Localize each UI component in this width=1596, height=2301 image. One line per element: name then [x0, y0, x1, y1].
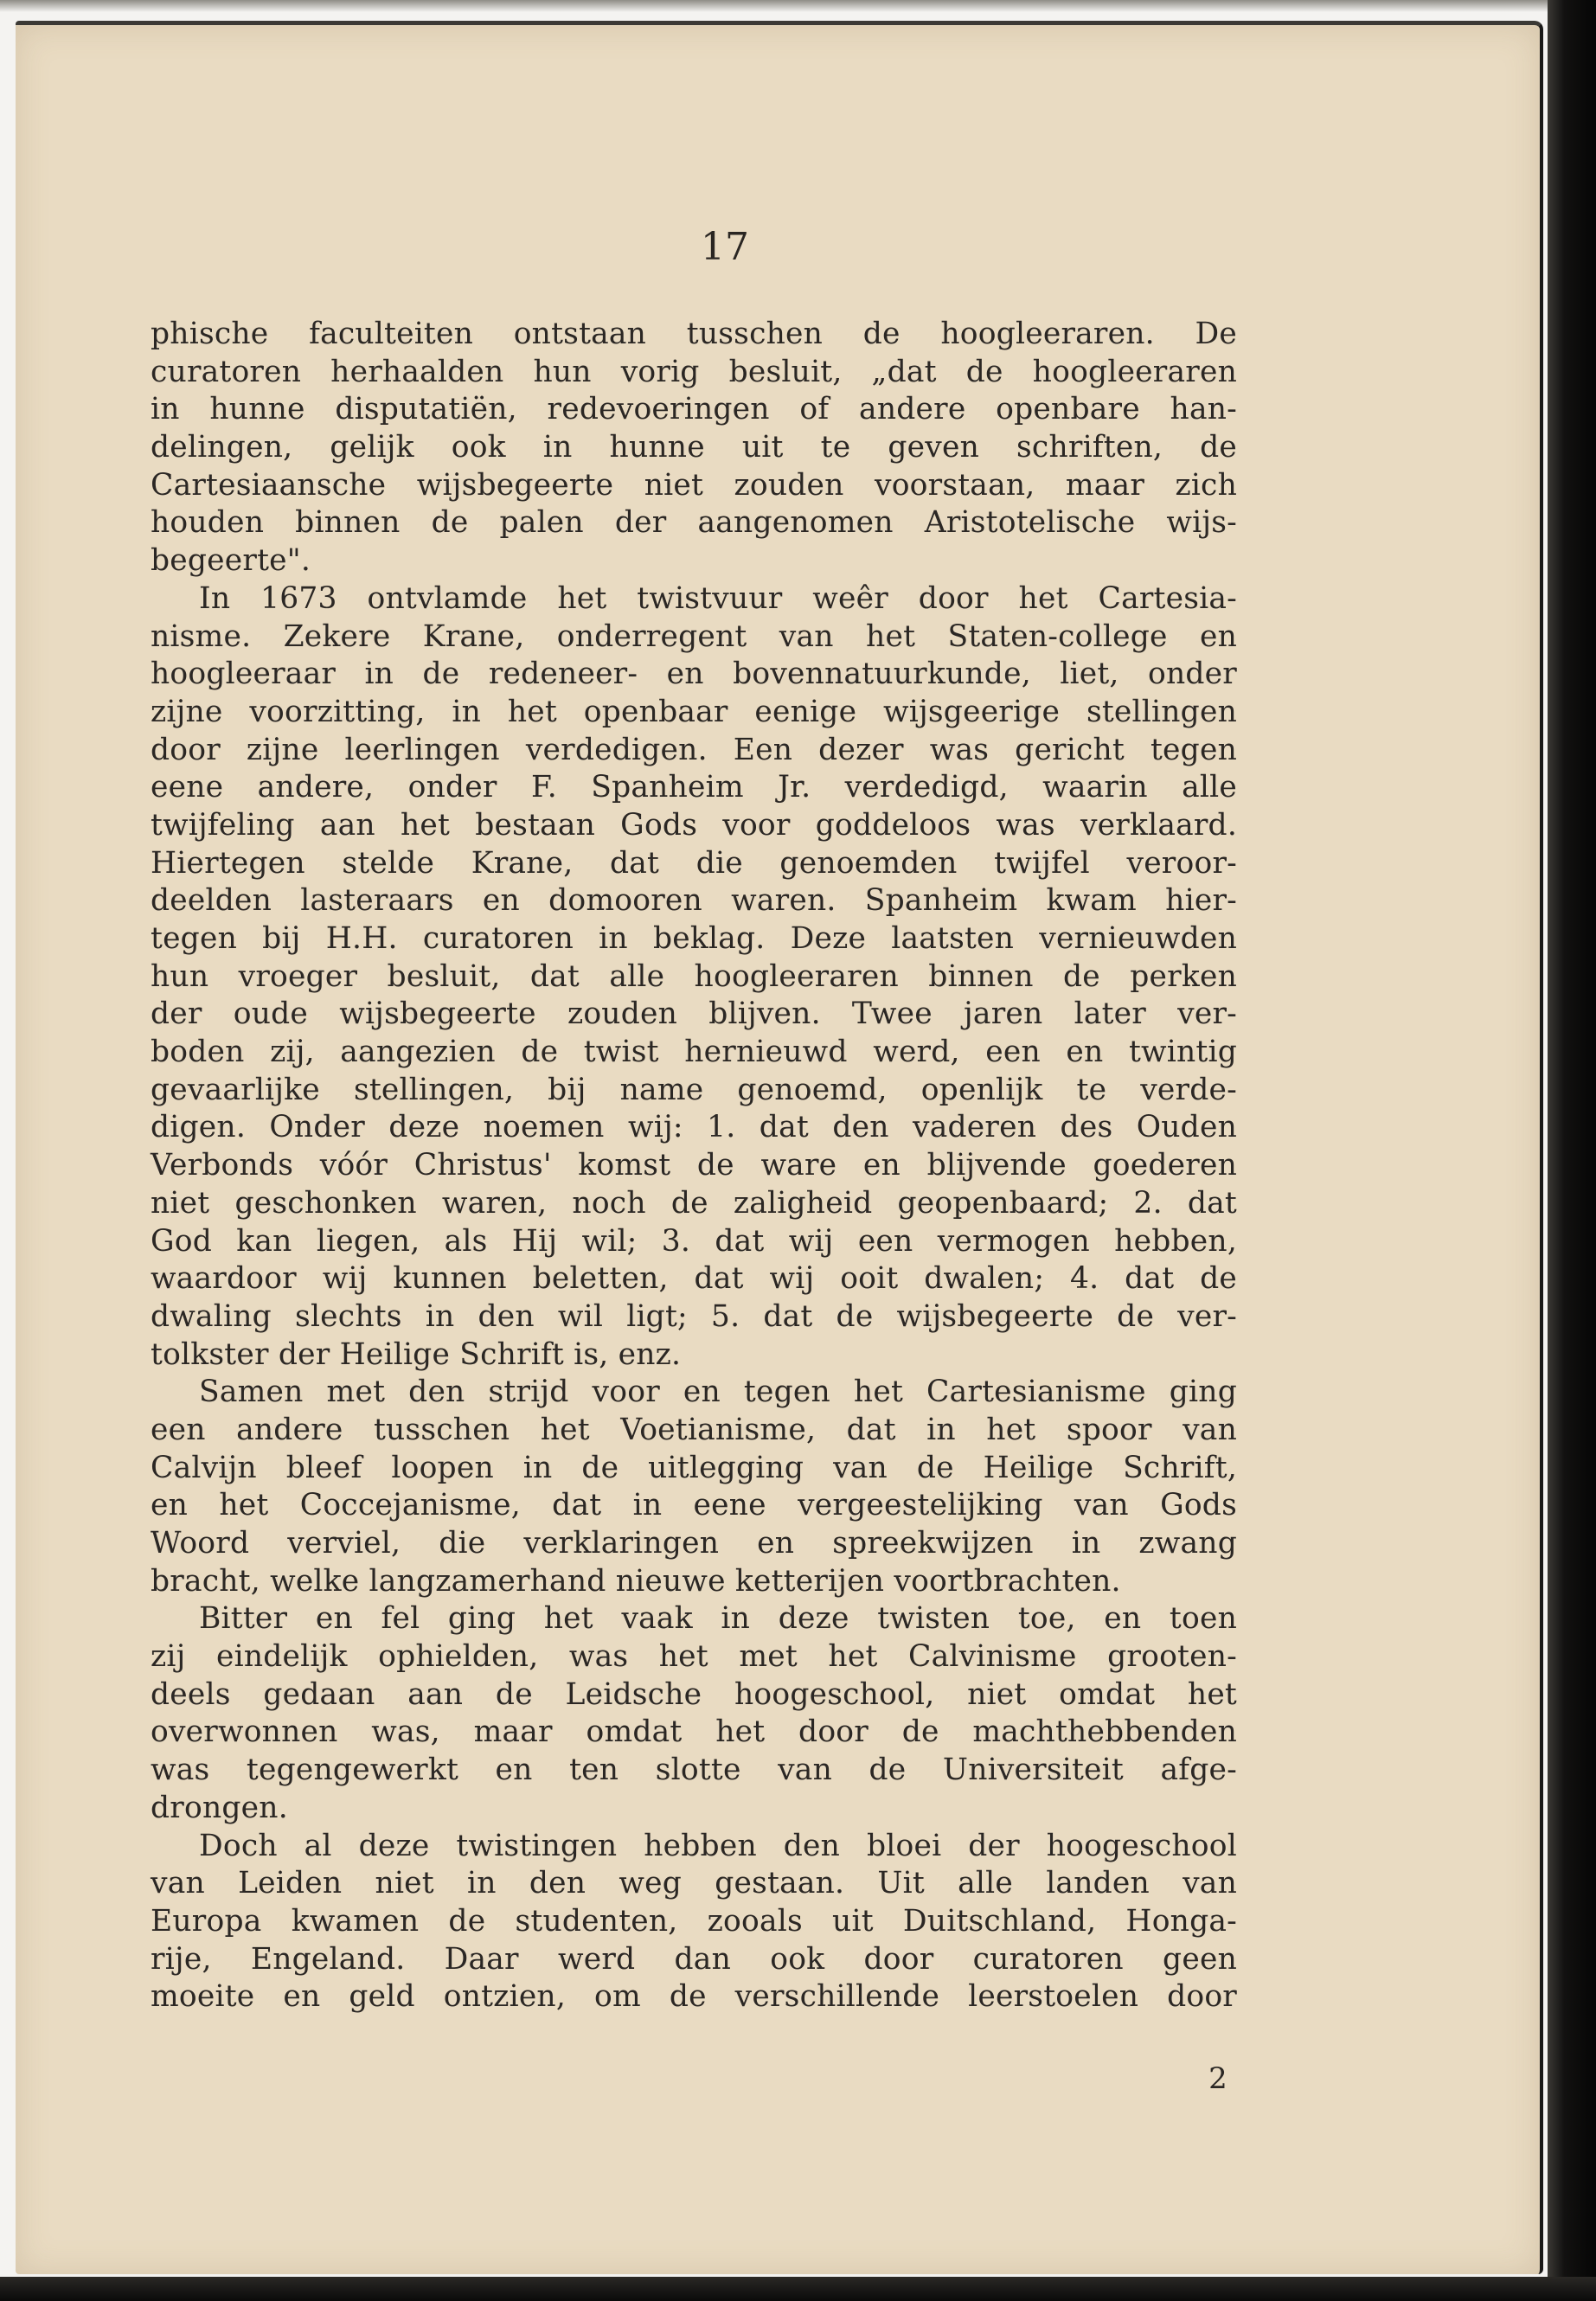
text-line: was tegengewerkt en ten slotte van de Universiteit afge-	[151, 1753, 1237, 1788]
text-line: zij eindelijk ophielden, was het met het Calvinisme grooten-	[151, 1639, 1237, 1675]
text-line: nisme. Zekere Krane, onderregent van het Staten-college en	[151, 619, 1237, 654]
text-line: houden binnen de palen der aangenomen Aristotelische wijs-	[151, 505, 1237, 541]
text-line: en het Coccejanisme, dat in eene vergeestelijking van Gods	[151, 1488, 1237, 1523]
scan-bottom-edge	[0, 2277, 1596, 2301]
text-line: Bitter en fel ging het vaak in deze twisten toe, en toen	[199, 1601, 1237, 1637]
text-line: tolkster der Heilige Schrift is, enz.	[151, 1336, 682, 1372]
signature-mark: 2	[1208, 2061, 1227, 2096]
text-line: Woord verviel, die verklaringen en spreekwijzen in zwang	[151, 1526, 1237, 1561]
text-line: Europa kwamen de studenten, zooals uit Duitschland, Honga-	[151, 1903, 1237, 1939]
text-line: hoogleeraar in de redeneer- en bovennatuurkunde, liet, onder	[151, 657, 1237, 692]
text-line: Cartesiaansche wijsbegeerte niet zouden voorstaan, maar zich	[151, 467, 1237, 503]
text-line: boden zij, aangezien de twist hernieuwd werd, een en twintig	[151, 1035, 1237, 1070]
text-line: eene andere, onder F. Spanheim Jr. verdedigd, waarin alle	[151, 770, 1237, 805]
text-line: door zijne leerlingen verdedigen. Een dezer was gericht tegen	[151, 732, 1237, 767]
text-line: gevaarlijke stellingen, bij name genoemd, openlijk te verde-	[151, 1072, 1237, 1107]
book-page	[16, 21, 1543, 2274]
text-line: begeerte".	[151, 543, 311, 579]
text-line: van Leiden niet in den weg gestaan. Uit alle landen van	[151, 1866, 1237, 1901]
scan-binding-edge	[1548, 0, 1596, 2301]
text-line: deelden lasteraars en domooren waren. Spanheim kwam hier-	[151, 883, 1237, 919]
text-line: twijfeling aan het bestaan Gods voor goddeloos was verklaard.	[151, 807, 1237, 843]
text-line: curatoren herhaalden hun vorig besluit, „dat de hoogleeraren	[151, 354, 1237, 389]
text-line: hun vroeger besluit, dat alle hoogleeraren binnen de perken	[151, 958, 1237, 994]
text-line: delingen, gelijk ook in hunne uit te geven schriften, de	[151, 430, 1237, 465]
text-line: moeite en geld ontzien, om de verschillende leerstoelen door	[151, 1979, 1237, 2015]
text-line: phische faculteiten ontstaan tusschen de hoogleeraren. De	[151, 317, 1237, 351]
text-line: Doch al deze twistingen hebben den bloei der hoogeschool	[199, 1828, 1237, 1863]
text-line: tegen bij H.H. curatoren in beklag. Deze laatsten vernieuwden	[151, 921, 1237, 956]
text-line: Samen met den strijd voor en tegen het Cartesianisme ging	[199, 1375, 1237, 1410]
text-line: zijne voorzitting, in het openbaar eenige wijsgeerige stellingen	[151, 694, 1237, 729]
body-text	[151, 316, 1237, 2016]
text-line: Verbonds vóór Christus' komst de ware en blijvende goederen	[151, 1148, 1237, 1183]
text-line: bracht, welke langzamerhand nieuwe ketterijen voortbrachten.	[151, 1563, 1121, 1599]
text-line: God kan liegen, als Hij wil; 3. dat wij een vermogen hebben,	[151, 1223, 1237, 1259]
text-line: In 1673 ontvlamde het twistvuur weêr door het Cartesia-	[199, 580, 1237, 616]
text-line: niet geschonken waren, noch de zaligheid geopenbaard; 2. dat	[151, 1185, 1237, 1221]
text-line: drongen.	[151, 1790, 288, 1825]
page-number: 17	[701, 225, 749, 269]
text-line: Calvijn bleef loopen in de uitlegging van de Heilige Schrift,	[151, 1450, 1237, 1485]
text-line: rije, Engeland. Daar werd dan ook door curatoren geen	[151, 1941, 1237, 1977]
text-line: in hunne disputatiën, redevoeringen of andere openbare han-	[151, 392, 1237, 427]
scan-top-edge	[0, 0, 1596, 12]
text-line: waardoor wij kunnen beletten, dat wij ooit dwalen; 4. dat de	[151, 1261, 1237, 1297]
text-line: dwaling slechts in den wil ligt; 5. dat de wijsbegeerte de ver-	[151, 1298, 1237, 1334]
text-line: der oude wijsbegeerte zouden blijven. Twee jaren later ver-	[151, 997, 1237, 1032]
text-line: een andere tusschen het Voetianisme, dat in het spoor van	[151, 1412, 1237, 1447]
text-line: deels gedaan aan de Leidsche hoogeschool, niet omdat het	[151, 1676, 1237, 1712]
text-line: Hiertegen stelde Krane, dat die genoemden twijfel veroor-	[151, 845, 1237, 881]
text-line: overwonnen was, maar omdat het door de machthebbenden	[151, 1715, 1237, 1750]
text-line: digen. Onder deze noemen wij: 1. dat den vaderen des Ouden	[151, 1110, 1237, 1145]
